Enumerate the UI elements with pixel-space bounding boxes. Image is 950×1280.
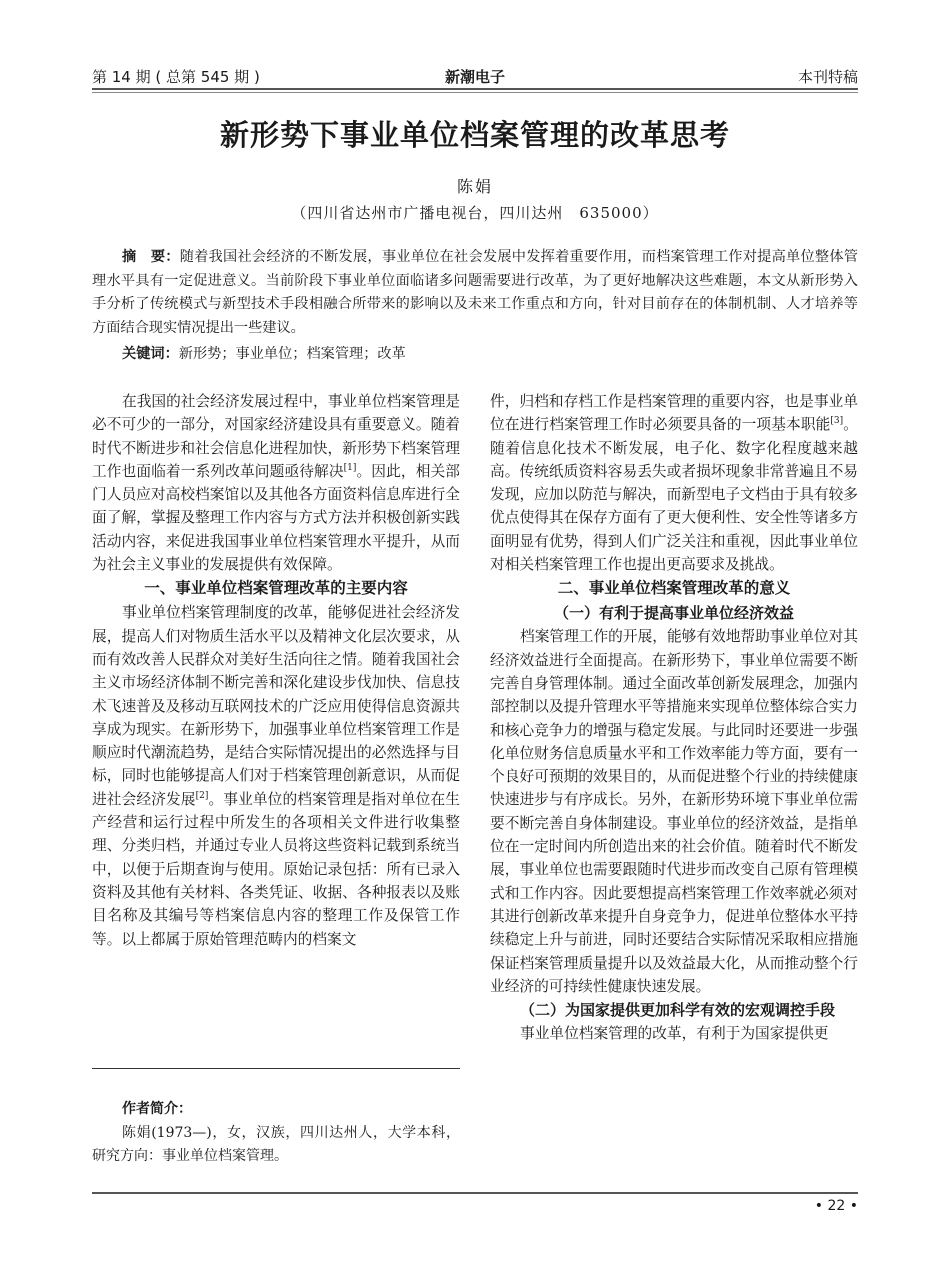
abstract-text: 随着我国社会经济的不断发展，事业单位在社会发展中发挥着重要作用，而档案管理工作对提高单位整体管理水平具有一定促进意义。当前阶段下事业单位面临诸多问题需要进行改革，为了更好地解决这些难题，本文从新形势入手分析了传统模式与新型技术手段相融合所带来的影响以及未来工作重点和方向，针对目前存在的体制机制、人才培养等方面结合现实情况提出一些建议。 <box>92 249 858 336</box>
intro-paragraph <box>92 390 460 576</box>
abstract <box>92 246 858 340</box>
section1-text-b: 。事业单位的档案管理是指对单位在生产经营和运行过程中所发生的各项相关文件进行收集整理、分类归档，并通过专业人员将这些资料记载到系统当中，以便于后期查询与使用。原始记录包括：所有已录入资料及其他有关材料、各类凭证、收据、各种报表以及账目名称及其编号等档案信息内容的整理工作及保管工作等。以上都属于原始管理范畴内的档案文 <box>92 790 460 948</box>
journal-name: 新潮电子 <box>444 68 505 86</box>
footnote-title: 作者简介： <box>122 1101 192 1117</box>
author-name: 陈娟 <box>456 177 493 196</box>
section-heading-1: 一、事业单位档案管理改革的主要内容 <box>144 579 408 598</box>
intro-text-b: 。因此，相关部门人员应对高校档案馆以及其他各方面资料信息库进行全面了解，掌握及整理工作内容与方式方法并积极创新实践活动内容，来促进我国事业单位档案管理水平提升，从而为社会主义事业的发展提供有效保障。 <box>92 462 460 574</box>
footnote-rule <box>92 1068 460 1069</box>
article-title: 新形势下事业单位档案管理的改革思考 <box>219 118 730 152</box>
abstract-label: 摘 要： <box>122 249 180 265</box>
keywords-text: 新形势；事业单位；档案管理；改革 <box>178 346 406 362</box>
citation-1: [1] <box>343 463 357 473</box>
footnote-text: 陈娟(1973—)，女，汉族，四川达州人，大学本科，研究方向：事业单位档案管理。 <box>92 1125 460 1164</box>
section-name: 本刊特稿 <box>797 68 858 86</box>
continued-text-a: 件，归档和存档工作是档案管理的重要内容，也是事业单位在进行档案管理工作时必须要具备的一项基本职能 <box>490 393 858 434</box>
section1-paragraph <box>92 601 460 950</box>
continued-paragraph <box>490 390 858 576</box>
citation-2: [2] <box>195 790 209 801</box>
page-number: • 22 • <box>814 1198 858 1214</box>
right-column <box>490 390 858 1045</box>
section1-text-a: 事业单位档案管理制度的改革，能够促进社会经济发展，提高人们对物质生活水平以及精神文化层次要求，从而有效改善人民群众对美好生活向往之情。随着我国社会主义市场经济体制不断完善和深化建设步伐加快、信息技术飞速普及及移动互联网技术的广泛应用使得信息资源共享成为现实。在新形势下，加强事业单位档案管理工作是顺应时代潮流趋势，是结合实际情况提出的必然选择与目标，同时也能够提高人们对于档案管理创新意识，从而促进社会经济发展 <box>92 604 460 808</box>
keywords <box>122 343 406 363</box>
section-heading-2: 二、事业单位档案管理改革的意义 <box>557 579 791 598</box>
left-column <box>92 390 460 951</box>
author-affiliation: （四川省达州市广播电视台，四川达州 635000） <box>291 204 659 222</box>
header-rule <box>92 88 858 90</box>
subsection-heading-1: （一）有利于提高事业单位经济效益 <box>553 604 794 623</box>
citation-3: [3] <box>830 416 844 427</box>
footer-rule <box>92 1192 858 1194</box>
subsection-heading-2: （二）为国家提供更加科学有效的宏观调控手段 <box>520 1001 836 1020</box>
keywords-label: 关键词： <box>122 346 179 362</box>
header-rule-thin <box>92 92 858 93</box>
subsection2-paragraph: 事业单位档案管理的改革，有利于为国家提供更 <box>520 1025 829 1043</box>
continued-text-b: 。随着信息化技术不断发展，电子化、数字化程度越来越高。传统纸质资料容易丢失或者损坏现象非常普遍且不易发现，应加以防范与解决，而新型电子文档由于具有较多优点使得其在保存方面有了更大便利性、安全性等诸多方面明显有优势，得到人们广泛关注和重视，因此事业单位对相关档案管理工作也提出更高要求及挑战。 <box>490 416 858 574</box>
subsection1-paragraph: 档案管理工作的开展，能够有效地帮助事业单位对其经济效益进行全面提高。在新形势下，事业单位需要不断完善自身管理体制。通过全面改革创新发展理念，加强内部控制以及提升管理水平等措施来实现单位整体综合实力和核心竞争力的增强与稳定发展。与此同时还要进一步强化单位财务信息质量水平和工作效率能力等方面，要有一个良好可预期的效果目的，从而促进整个行业的持续健康快速进步与有序成长。另外，在新形势环境下事业单位需要不断完善自身体制建设。事业单位的经济效益，是指单位在一定时间内所创造出来的社会价值。随着时代不断发展，事业单位也需要跟随时代进步而改变自己原有管理模式和工作内容。因此要想提高档案管理工作效率就必须对其进行创新改革来提升自身竞争力，促进单位整体水平持续稳定上升与前进，同时还要结合实际情况采取相应措施保证档案管理质量提升以及效益最大化，从而推动整个行业经济的可持续性健康快速发展。 <box>490 628 858 995</box>
issue-number: 第 14 期 ( 总第 545 期 ) <box>92 68 260 86</box>
intro-text-a: 在我国的社会经济发展过程中，事业单位档案管理是必不可少的一部分，对国家经济建设具有重要意义。随着时代不断进步和社会信息化进程加快，新形势下档案管理工作也面临着一系列改革问题亟待解决 <box>92 393 460 480</box>
page <box>92 0 858 1280</box>
running-header <box>92 64 858 88</box>
